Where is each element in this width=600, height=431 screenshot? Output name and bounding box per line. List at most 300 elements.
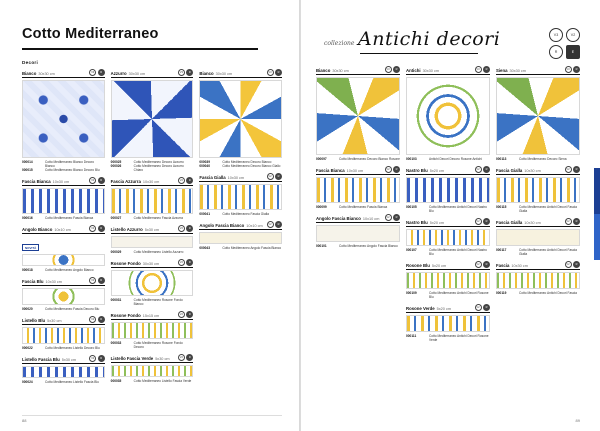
product-entry[interactable] [22,69,105,172]
product-size: 5x20 cm [436,307,452,311]
product-entry[interactable] [111,225,194,254]
product-entry[interactable] [22,177,105,220]
product-code: 000022 [22,345,33,350]
product-name [406,306,451,311]
product-name [316,168,363,173]
product-header [111,177,194,186]
product-icon-group [178,259,194,266]
product-header [111,354,194,363]
product-size: 5x30 cm [47,318,62,323]
right-product-grid [316,66,580,347]
product-icon-group [475,166,491,173]
spec-icon: V2 [566,263,570,266]
product-captions [111,216,194,220]
spec-icon: V3 [476,68,480,71]
product-column [496,66,580,347]
product-header [22,177,105,186]
product-captions [111,379,194,383]
badge-row [549,28,580,42]
product-name-text: Bianco [22,70,37,76]
product-header [316,214,400,223]
product-code: 000026 [110,163,122,168]
product-name-text: Angolo Bianco [22,226,53,232]
product-column [316,66,400,347]
product-name-text: Listello Fascia Blu [22,356,60,362]
tile-swatch-image [406,229,490,246]
caption-line [111,250,194,254]
tile-swatch-image [22,188,105,214]
spec-icon: V2 [91,226,95,230]
product-icon-group [475,304,491,311]
spec-icon: R [186,259,193,266]
tile-swatch-image [316,225,400,242]
product-name [496,220,541,225]
product-captions [496,157,580,161]
product-description: Cotto Mediterraneo Fascia Gialla [222,211,269,216]
product-header [406,166,490,175]
spec-icon: V2 [179,355,183,359]
product-name [22,357,76,362]
product-captions [22,380,105,384]
product-captions [111,341,194,349]
spec-icon: V2 [268,174,272,178]
product-icon-group [267,221,283,228]
product-size: 5x20 cm [429,169,445,173]
product-size: 10x30 cm [227,175,245,180]
product-captions [316,205,400,209]
product-code: 000039 [199,159,210,164]
product-icon-group [178,69,194,76]
product-header [406,304,490,313]
product-code: 000105 [406,205,417,209]
product-code: 000111 [406,334,417,338]
spec-icon: R [275,221,282,228]
caption-line [22,268,105,272]
product-description: Cotto Mediterraneo Listello Decoro Blu [45,345,100,350]
product-entry[interactable] [22,277,105,311]
spec-icon: V2 [91,178,95,182]
product-code: 000025 [110,159,122,164]
product-size: 10x30 cm [524,221,541,225]
tile-swatch-image [316,77,400,155]
spec-icon: V2 [91,317,95,321]
product-header [22,316,105,325]
product-name [316,68,349,73]
badge-group [549,28,580,59]
product-description: Cotto Mediterraneo Angolo Fascia Bianco [222,245,282,250]
spec-badge-icon: V2 [566,28,580,42]
product-column [406,66,490,347]
product-captions [406,205,490,213]
spec-icon: V2 [179,226,183,230]
caption-line [22,380,105,384]
product-description: Cotto Mediterraneo Fascia Bianca [339,205,388,209]
spec-icon: R [393,166,400,173]
product-name [316,216,379,221]
spec-icon: V3 [268,70,272,74]
product-size: 30x30 cm [215,71,233,76]
product-captions [406,157,490,161]
product-icon-group [267,69,283,76]
caption-line [406,334,490,342]
product-description: Cotto Mediterraneo Rosone Fondo Bianco [133,297,183,306]
edge-tab-secondary [594,214,600,260]
product-description: Cotto Mediterraneo Angolo Bianco [45,267,94,272]
product-name [111,227,159,232]
product-icon-group [565,66,581,73]
product-captions [496,248,580,256]
product-captions [316,157,400,161]
product-description: Cotto Mediterraneo Decoro Azzurro Chiaro [133,163,184,172]
product-captions [496,205,580,213]
product-name-text: Antichi [406,68,421,73]
product-description: Cotto Mediterraneo Fascia Azzurra [133,215,183,220]
product-name-text: Siena [496,68,508,73]
product-description: Cotto Mediterraneo Listello Azzurro [133,249,184,254]
product-name [111,71,145,76]
product-entry[interactable] [199,69,282,168]
spec-icon: V2 [179,178,183,182]
product-captions [22,160,105,172]
product-icon-group [178,177,194,184]
product-code: 000035 [110,378,122,383]
product-entry[interactable] [111,69,194,172]
caption-line [406,248,490,256]
product-code: 000029 [110,249,122,254]
tile-swatch-image [111,188,194,214]
product-header [496,166,580,175]
product-name [22,71,55,76]
product-size: 30x30 cm [332,69,349,73]
product-entry[interactable] [22,355,105,384]
spec-icon: V2 [566,220,570,223]
caption-line [111,298,194,306]
product-captions [111,250,194,254]
page-number-left: 88 [22,418,27,423]
product-name-text: Rosone Verde [406,306,435,311]
spec-icon: V3 [386,68,390,71]
product-description: Cotto Mediterraneo Antichi Decori Fascia [519,291,577,295]
spec-icon: R [393,66,400,73]
spec-icon: R [573,66,580,73]
product-column [22,69,105,389]
product-code: 000033 [110,340,122,345]
product-size: 10x10 cm [54,227,71,232]
product-code: 000115 [496,205,507,209]
tile-swatch-image [22,327,105,344]
product-name-text: Bianco [199,70,214,76]
product-size: 10x30 cm [524,169,541,173]
spec-icon: R [98,225,105,232]
spec-badge-icon: E [566,45,580,59]
spec-icon: R [483,66,490,73]
product-size: 10x30 cm [142,179,160,184]
product-captions [22,216,105,220]
product-description: Cotto Mediterraneo Bianco Decoro Blu [45,167,100,172]
product-size: 30x30 cm [128,71,146,76]
product-name [406,220,444,225]
caption-line [22,216,105,220]
product-icon-group [267,173,283,180]
product-code: 000031 [110,297,122,302]
product-code: 000099 [316,205,327,209]
page-title: Cotto Mediterraneo [22,26,159,42]
product-entry[interactable] [111,259,194,306]
product-name [496,68,526,73]
product-captions [199,246,282,250]
product-description: Cotto Mediterraneo Antichi Decori Rosone Blu [429,291,489,299]
product-entry[interactable] [496,166,580,213]
tile-swatch-image [22,80,105,158]
product-icon-group [565,218,581,225]
product-name [406,263,446,268]
product-captions [406,291,490,299]
product-entry[interactable] [316,214,400,248]
tile-swatch-image [111,365,194,377]
product-entry[interactable] [496,66,580,161]
product-code: 000041 [199,211,210,216]
product-entry[interactable] [496,261,580,295]
spec-icon: R [573,218,580,225]
product-entry[interactable] [316,66,400,161]
left-product-grid [22,69,282,389]
product-name [22,279,62,284]
product-name [199,223,262,228]
product-captions [111,160,194,172]
product-captions [496,291,580,295]
product-code: 000020 [22,306,33,311]
product-name-text: Angolo Fascia Bianco [316,216,361,221]
product-entry[interactable] [406,166,490,213]
tile-swatch-image [496,229,580,246]
product-entry[interactable] [111,354,194,383]
spec-icon: R [186,354,193,361]
caption-line [111,341,194,349]
spec-icon: R [275,69,282,76]
tile-swatch-image [406,177,490,203]
tile-swatch-image [496,77,580,155]
product-name-text: Rosone Blu [406,263,430,268]
caption-line [22,346,105,350]
product-code: 000097 [316,157,327,161]
product-header [316,166,400,175]
product-icon-group [178,225,194,232]
caption-line [199,212,282,216]
product-name [111,261,160,266]
spec-icon: V2 [179,312,183,316]
product-captions [406,334,490,342]
product-code: 000113 [496,157,507,161]
caption-line [316,205,400,209]
product-name-text: Azzurro [110,70,127,76]
product-description: Cotto Mediterraneo Listello Fascia Blu [45,379,99,384]
tile-swatch-image [199,184,282,210]
product-icon-group [385,66,401,73]
product-name [406,168,444,173]
product-name [22,227,71,232]
tile-swatch-image [199,80,282,158]
spec-badge-icon: R [549,45,563,59]
product-description: Cotto Mediterraneo Rosone Fondo Decoro [133,340,183,349]
product-name [22,179,69,184]
product-name-text: Rosone Fondo [110,260,141,266]
product-name-text: Listello Fascia Verde [110,355,154,361]
caption-line [496,157,580,161]
badge-row [549,45,580,59]
spec-icon: V2 [476,168,480,171]
product-description: Cotto Mediterraneo Listello Fascia Verde [133,378,192,383]
tile-swatch-image [111,236,194,248]
product-entry[interactable] [111,177,194,220]
product-entry[interactable] [22,225,105,272]
spec-icon: R [98,177,105,184]
product-name-text: Fascia Blu [22,278,44,284]
product-code: 000117 [496,248,507,252]
footer-rule [22,415,282,416]
tile-swatch-image [22,366,105,378]
product-code: 000040 [199,163,210,168]
product-header [199,173,282,182]
caption-line [496,291,580,295]
product-code: 000101 [316,244,327,248]
product-name [199,71,232,76]
product-size: 10x30 cm [52,179,70,184]
product-captions [22,268,105,272]
spec-badge-icon: V3 [549,28,563,42]
product-size: 5x30 cm [144,227,160,232]
product-name-text: Listello Blu [22,317,46,323]
product-icon-group [565,166,581,173]
product-name-text: Rosone Fondo [110,312,141,318]
tile-swatch-image [496,177,580,203]
tile-swatch-image [406,315,490,332]
tile-swatch-image [22,288,105,305]
product-description: Antichi Decori Decoro Rosone Antichi [429,157,482,161]
product-entry[interactable] [406,66,490,161]
product-entry[interactable] [406,304,490,342]
product-name [199,175,244,180]
product-code: 000016 [22,215,33,220]
spec-icon: V2 [268,222,272,226]
tile-swatch-image [496,272,580,289]
section-label: Decori [22,59,39,65]
product-entry[interactable] [316,166,400,209]
tile-swatch-image [199,232,282,244]
spec-icon: R [98,316,105,323]
product-entry[interactable] [22,316,105,350]
spec-icon: V2 [386,168,390,171]
product-header [496,218,580,227]
product-description: Cotto Mediterraneo Decoro Siena [519,157,567,161]
product-name [496,263,528,268]
tile-swatch-image [406,77,490,155]
product-size: 5x30 cm [61,357,77,362]
product-name [111,356,170,361]
product-header [22,277,105,286]
product-description: Cotto Mediterraneo Decoro Azzurro [133,159,184,164]
product-name-text: Fascia Gialla [199,174,226,180]
product-description: Cotto Mediterraneo Decoro Bianco [222,159,272,164]
product-name-text: Fascia Gialla [496,168,523,173]
product-header [406,261,490,270]
spec-icon: R [186,69,193,76]
tile-swatch-image [111,270,194,296]
product-icon-group [89,277,105,284]
spec-icon: V2 [476,263,480,266]
product-name-text: Angolo Fascia Bianco [199,222,245,228]
product-code: 000119 [496,291,507,295]
product-captions [111,298,194,306]
product-name-text: Nastro Blu [406,168,428,173]
product-header [111,69,194,78]
product-code: 000107 [406,248,417,252]
spec-icon: V2 [566,168,570,171]
product-size: 5x30 cm [155,356,170,361]
spec-icon: R [186,177,193,184]
product-code: 000024 [22,379,33,384]
product-name-text: Fascia Bianca [316,168,345,173]
product-name-text: Fascia Azzurra [110,178,141,184]
product-icon-group [385,214,401,221]
caption-line [22,307,105,311]
spec-icon: V2 [476,306,480,309]
spec-icon: R [393,214,400,221]
spec-icon: V2 [91,278,95,282]
product-entry[interactable] [199,173,282,216]
product-description: Cotto Mediterraneo Decoro Bianco Rosone [339,157,400,161]
product-entry[interactable] [406,261,490,299]
product-description: Cotto Mediterraneo Decoro Bianco Giallo [222,163,281,168]
product-entry[interactable] [111,311,194,349]
brand-prefix: collezione [324,40,355,47]
product-icon-group [475,261,491,268]
product-size: 10x10 cm [246,223,263,228]
spec-icon: V3 [91,70,95,74]
product-header [22,69,105,78]
product-name-text: Bianco [316,68,331,73]
product-header [406,66,490,75]
product-icon-group [565,261,581,268]
spec-icon: V2 [179,260,183,264]
edge-tab-primary [594,168,600,214]
product-icon-group [89,355,105,362]
product-entry[interactable] [496,218,580,256]
product-header [22,355,105,364]
product-icon-group [89,69,105,76]
tile-swatch-image [111,80,194,158]
spec-icon: R [573,261,580,268]
caption-line [111,216,194,220]
product-size: 15x15 cm [142,313,160,318]
product-description: Cotto Mediterraneo Fascia Bianca [45,215,94,220]
spec-icon: R [98,277,105,284]
spec-icon: R [573,166,580,173]
product-name-text: Fascia Gialla [496,220,523,225]
spec-icon: V2 [476,220,480,223]
product-header [199,221,282,230]
product-name [111,313,160,318]
product-entry[interactable] [199,221,282,250]
caption-line [496,205,580,213]
spec-icon: R [98,69,105,76]
spec-icon: R [483,218,490,225]
caption-line [199,164,282,168]
tile-swatch-image [22,254,105,266]
product-entry[interactable] [406,218,490,256]
spec-icon: R [483,261,490,268]
product-size: 30x30 cm [422,69,440,73]
tile-swatch-image [111,322,194,339]
